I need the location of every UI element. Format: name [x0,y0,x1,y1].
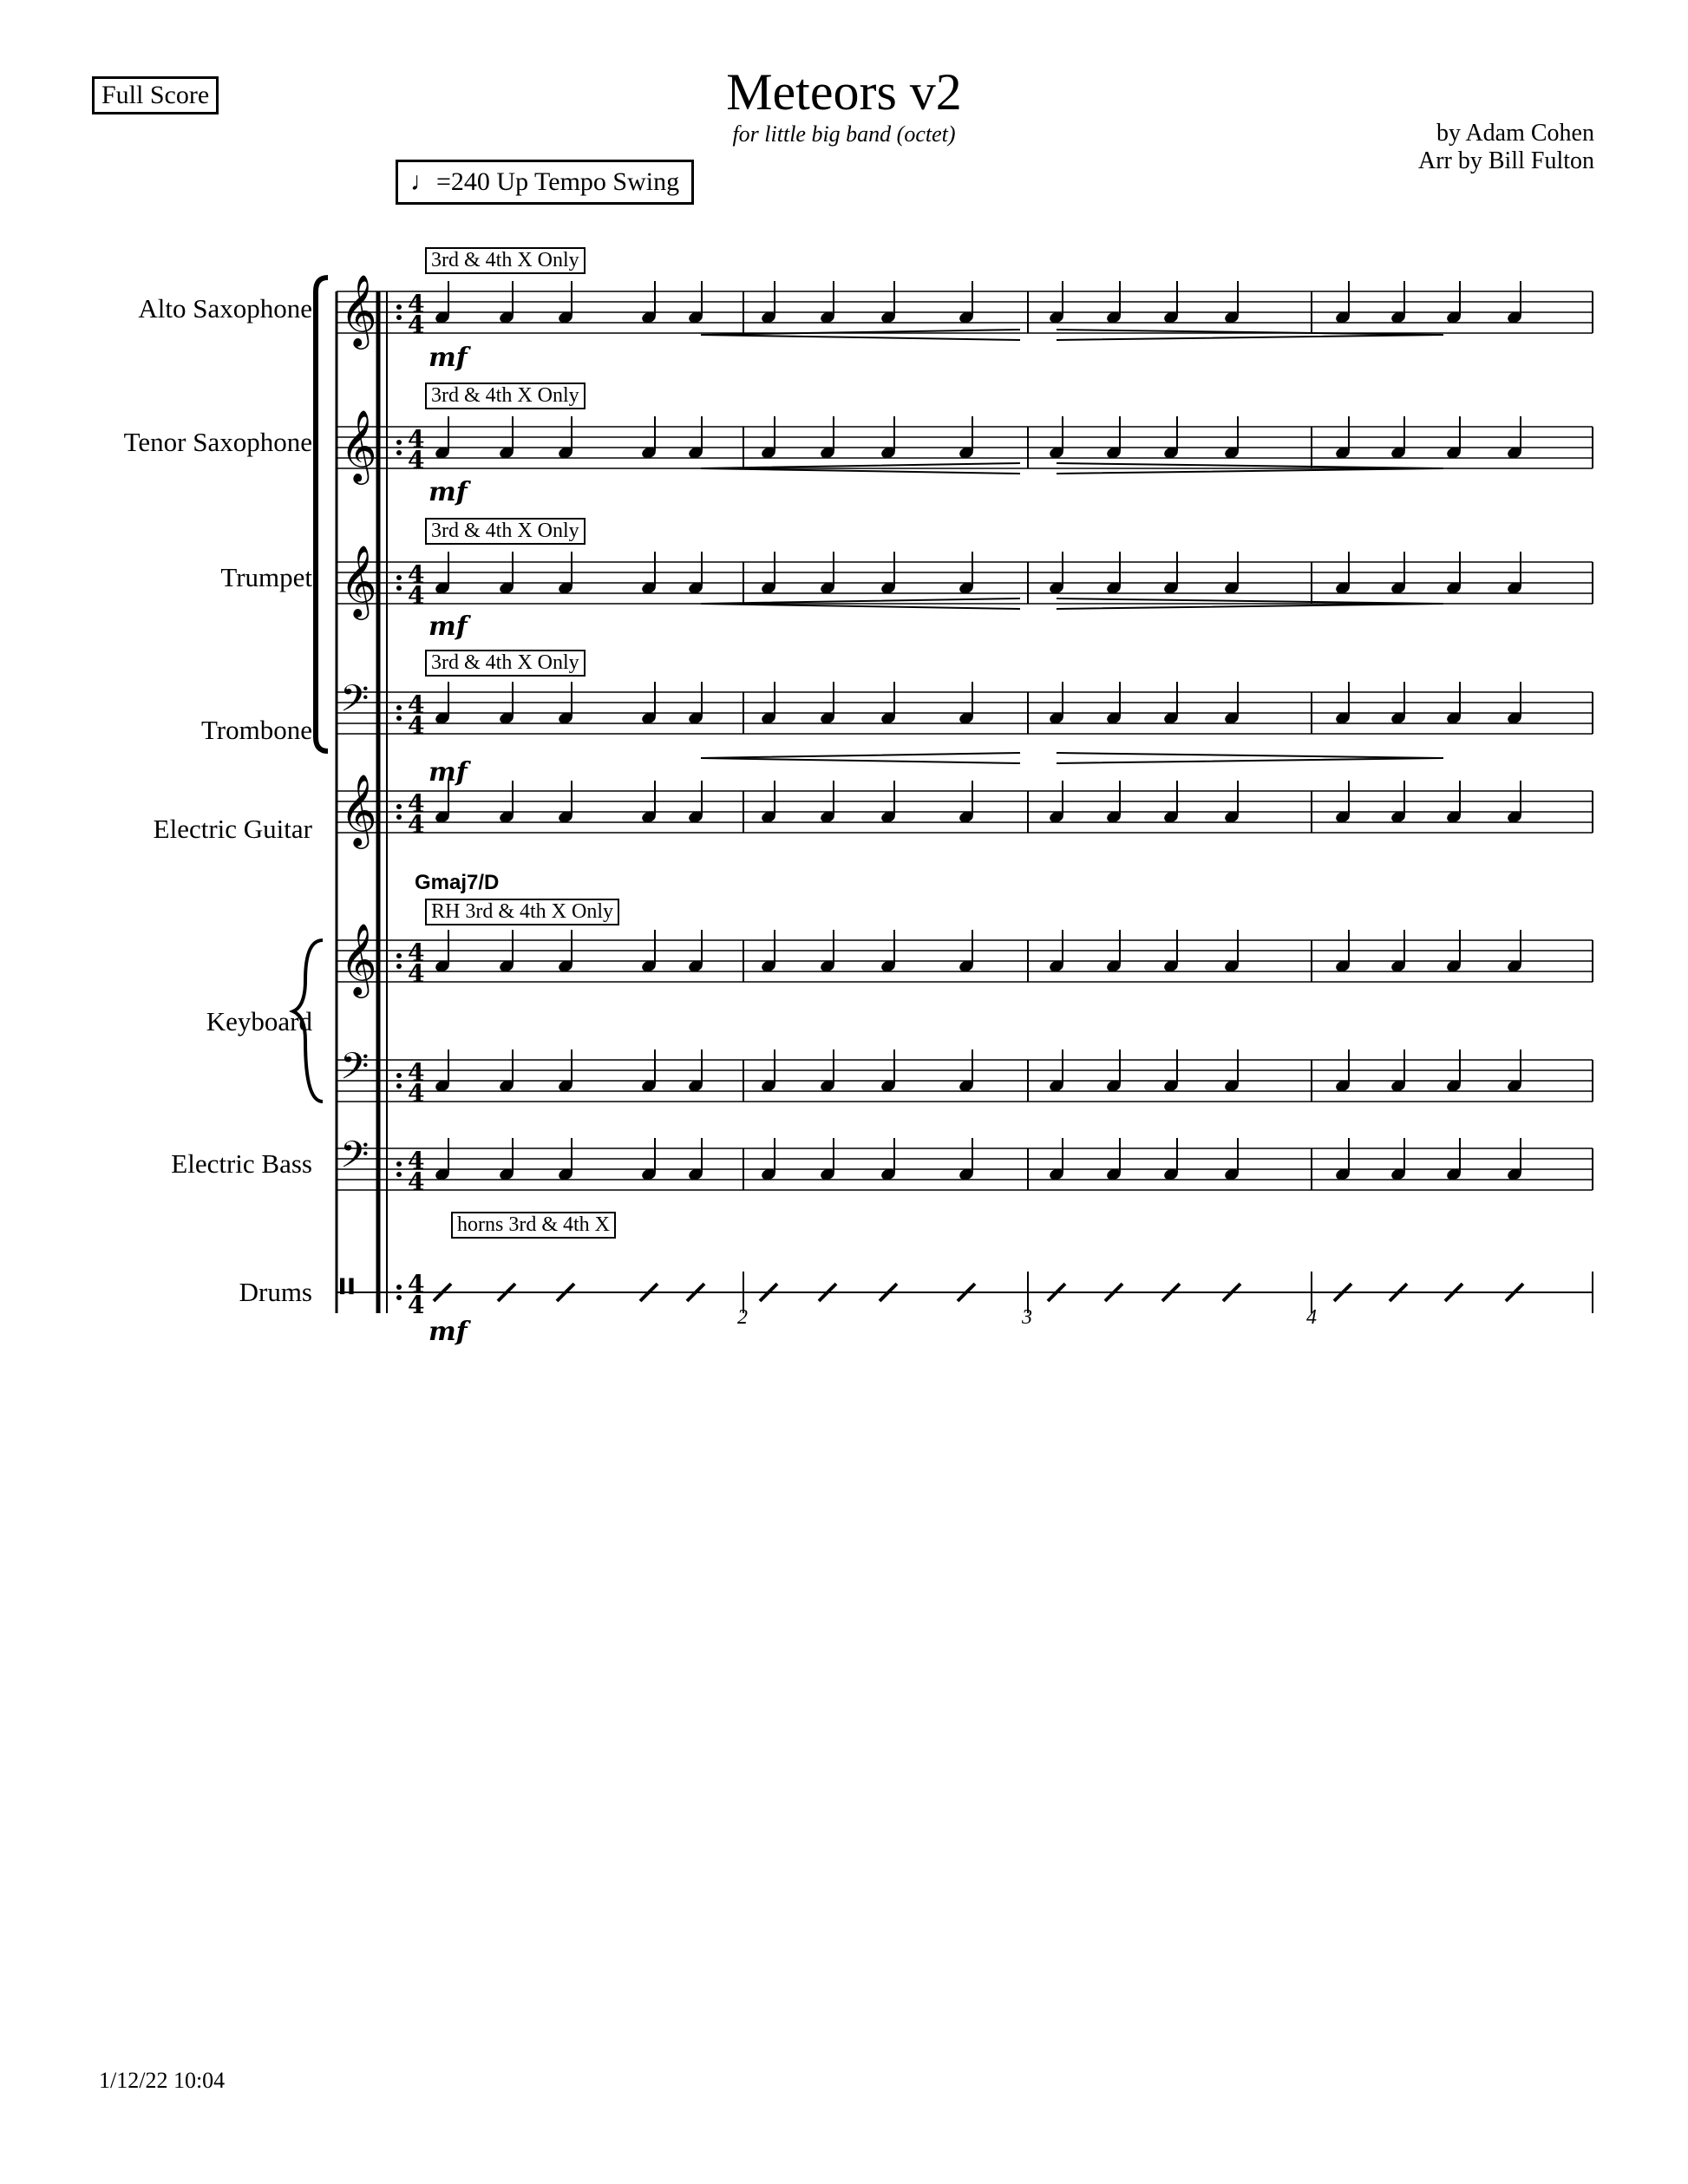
bass-clef-icon: 𝄢 [340,677,370,729]
horn-section-bracket [316,278,328,751]
dynamic-alto: mf [429,343,468,373]
instrument-name-trumpet: Trumpet [220,562,312,592]
repeat-dot [396,440,402,445]
dynamic-drums: mf [429,1317,468,1347]
time-signature-numerator: 4 [408,1270,425,1298]
time-signature-numerator: 4 [408,560,425,589]
keyboard-brace [293,940,323,1102]
instrument-name-electric-guitar: Electric Guitar [153,814,312,844]
perc-clef-icon: 𝄥 [340,1262,354,1314]
repeat-dot [396,1285,402,1290]
cue-alto: 3rd & 4th X Only [425,247,586,274]
repeat-dot [396,585,402,591]
staff-keyboard-lh [337,1045,1593,1108]
decrescendo-hairpin [1057,330,1443,340]
instrument-name-trombone: Trombone [200,715,312,745]
time-signature-denominator: 4 [408,959,425,988]
repeat-dot [396,1295,402,1300]
time-signature-numerator: 4 [408,290,425,318]
instrument-name-electric-bass: Electric Bass [171,1148,312,1179]
repeat-dot [396,1172,402,1177]
staff-keyboard-rh [337,922,1593,998]
time-signature-denominator: 4 [408,311,425,339]
repeat-dot [396,705,402,710]
cue-drums: horns 3rd & 4th X [451,1212,616,1239]
dynamic-trumpet: mf [429,611,468,642]
cue-keyboard: RH 3rd & 4th X Only [425,899,619,925]
staff-guitar [337,773,1593,849]
time-signature-numerator: 4 [408,690,425,719]
instrument-name-alto-sax: Alto Saxophone [138,293,312,324]
repeat-dot [396,953,402,958]
staff-trombone [337,677,1593,740]
repeat-dot [396,804,402,809]
repeat-dot [396,575,402,580]
time-signature-denominator: 4 [408,711,425,740]
staff-drums [337,1262,1593,1319]
arranger-credit: Arr by Bill Fulton [1417,147,1594,174]
repeat-dot [396,716,402,721]
cue-trumpet: 3rd & 4th X Only [425,518,586,545]
instrument-name-drums: Drums [239,1277,312,1307]
decrescendo-hairpin [1057,753,1443,763]
time-signature-numerator: 4 [408,425,425,454]
time-signature-denominator: 4 [408,1291,425,1319]
repeat-dot [396,1161,402,1167]
staff-bass [337,1134,1593,1196]
score-title: Meteors v2 [726,63,962,121]
full-score-badge: Full Score [92,76,219,114]
bass-clef-icon: 𝄢 [340,1134,370,1186]
chord-symbol: Gmaj7/D [415,871,500,894]
cue-trombone: 3rd & 4th X Only [425,650,586,677]
timestamp: 1/12/22 10:04 [99,2068,226,2093]
repeat-dot [396,315,402,320]
time-signature-denominator: 4 [408,446,425,474]
measure-number-4: 4 [1306,1306,1317,1329]
time-signature-numerator: 4 [408,1147,425,1175]
repeat-dot [396,450,402,455]
repeat-dot [396,814,402,820]
dynamic-tenor: mf [429,477,468,507]
treble-clef-icon: 𝄞 [340,273,377,346]
time-signature-denominator: 4 [408,1079,425,1108]
composer-credit: by Adam Cohen [1436,120,1594,147]
treble-clef-icon: 𝄞 [340,409,377,481]
time-signature-denominator: 4 [408,810,425,839]
measure-number-3: 3 [1022,1306,1032,1329]
time-signature-denominator: 4 [408,581,425,610]
time-signature-numerator: 4 [408,938,425,967]
repeat-dot [396,1073,402,1078]
time-signature-numerator: 4 [408,789,425,818]
staff-alto [337,273,1593,350]
time-signature-numerator: 4 [408,1058,425,1087]
dynamic-trombone: mf [429,757,468,788]
instrument-name-keyboard: Keyboard [206,1006,312,1036]
repeat-dot [396,1083,402,1089]
treble-clef-icon: 𝄞 [340,544,377,617]
repeat-dot [396,304,402,310]
score-subtitle: for little big band (octet) [732,121,956,147]
crescendo-hairpin [701,753,1020,763]
treble-clef-icon: 𝄞 [340,922,377,995]
cue-tenor: 3rd & 4th X Only [425,383,586,409]
repeat-dot [396,964,402,969]
treble-clef-icon: 𝄞 [340,773,377,846]
measure-number-2: 2 [737,1306,748,1329]
crescendo-hairpin [701,330,1020,340]
tempo-marking: ♩=240 Up Tempo Swing [396,160,694,205]
time-signature-denominator: 4 [408,1167,425,1196]
instrument-name-tenor-sax: Tenor Saxophone [123,427,312,457]
bass-clef-icon: 𝄢 [340,1045,370,1097]
